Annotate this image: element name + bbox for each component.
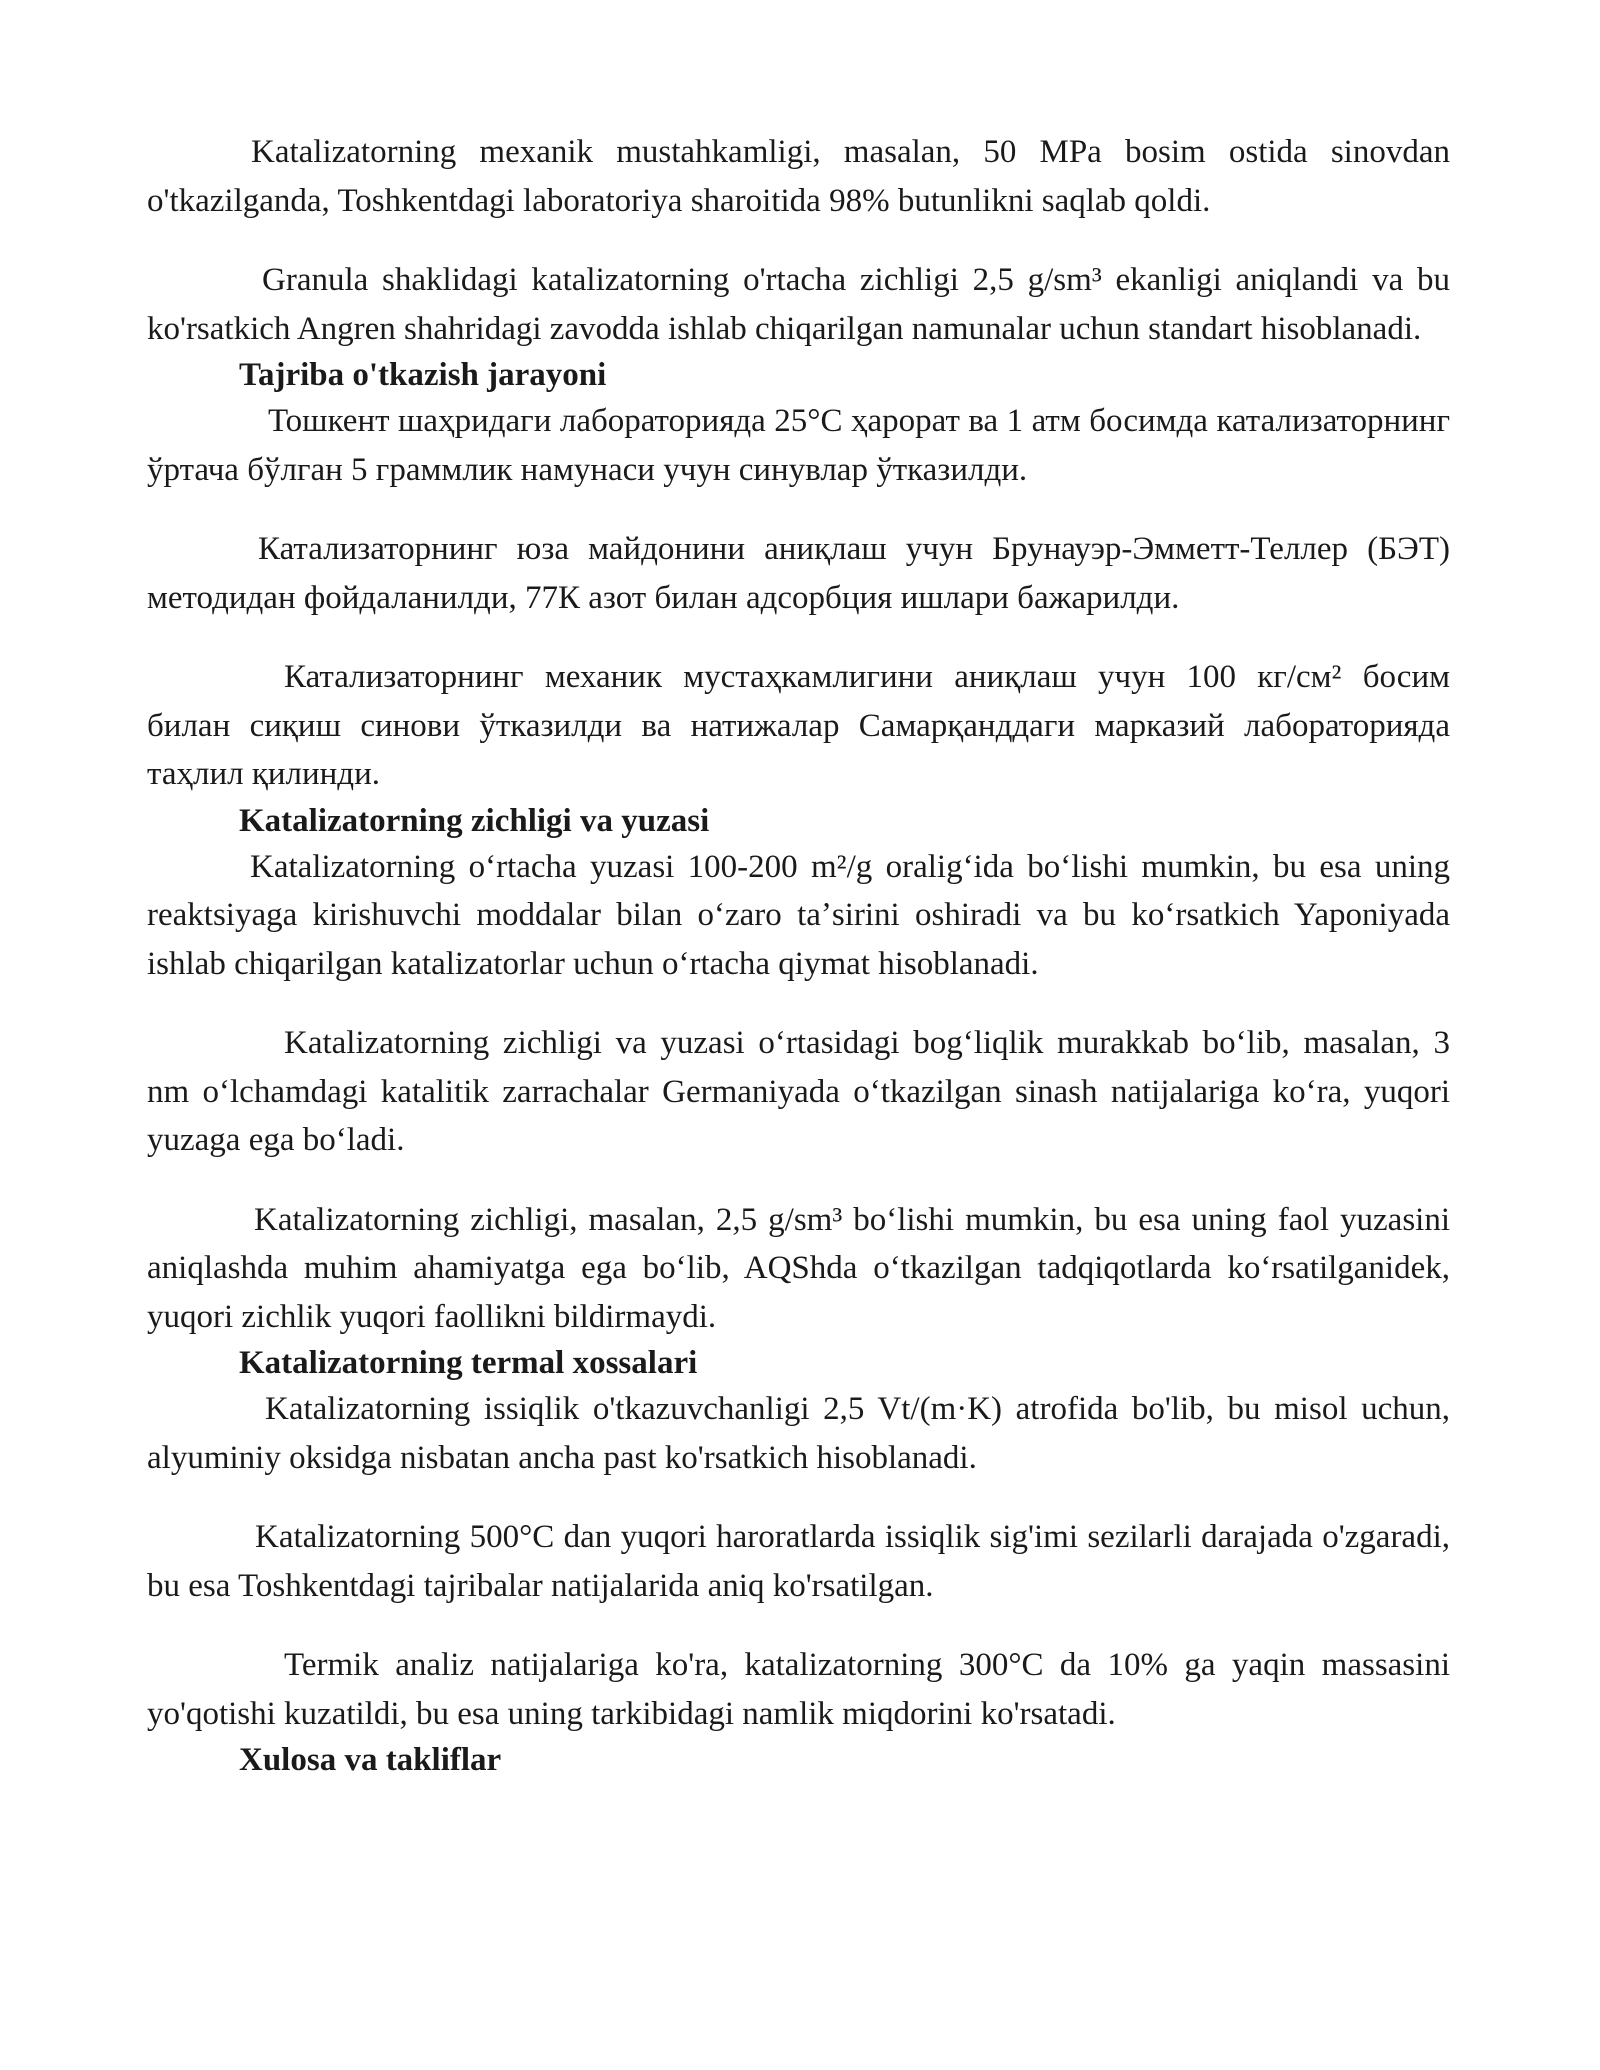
- paragraph-heat-capacity: Katalizatorning 500°C dan yuqori haroratlarda issiqlik sig'imi sezilarli darajada o'zgaradi, bu esa Toshkentdagi tajribalar natijalarida aniq ko'rsatilgan.: [147, 1519, 1450, 1604]
- paragraph-surface-area: Katalizatorning oʻrtacha yuzasi 100-200 m²/g oraligʻida boʻlishi mumkin, bu esa uning reaktsiyaga kirishuvchi moddalar bilan oʻzaro taʼsirini oshiradi va bu koʻrsatkich Yaponiyada ishlab chiqarilgan katalizatorlar uchun oʻrtacha qiymat hisoblanadi.: [147, 848, 1450, 982]
- paragraph-mechanical-strength: Katalizatorning mexanik mustahkamligi, masalan, 50 MPa bosim ostida sinovdan o'tkazilganda, Toshkentdagi laboratoriya sharoitida 98% butunlikni saqlab qoldi.: [147, 134, 1450, 219]
- paragraph-experiment-conditions: Тошкент шаҳридаги лабораторияда 25°С ҳарорат ва 1 атм босимда катализаторнинг ўртача бўлган 5 граммлик намунаси учун синувлар ўтказилди.: [147, 403, 1450, 488]
- document-page: [147, 128, 1450, 1782]
- paragraph-thermal-analysis: Termik analiz natijalariga ko'ra, katalizatorning 300°C da 10% ga yaqin massasini yo'qotishi kuzatildi, bu esa uning tarkibidagi namlik miqdorini ko'rsatadi.: [147, 1647, 1450, 1732]
- heading-thermal: Katalizatorning termal xossalari: [239, 1345, 698, 1381]
- paragraph-granule-density: Granula shaklidagi katalizatorning o'rtacha zichligi 2,5 g/sm³ ekanligi aniqlandi va bu ko'rsatkich Angren shahridagi zavodda ishlab chiqarilgan namunalar uchun standart hisoblanadi.: [147, 262, 1450, 347]
- heading-conclusion: Xulosa va takliflar: [239, 1742, 502, 1778]
- paragraph-compression-test: Катализаторнинг механик мустаҳкамлигини аниқлаш учун 100 кг/см² босим билан сиқиш синови ўтказилди ва натижалар Самарқанддаги марказий лабораторияда таҳлил қилинди.: [147, 659, 1450, 792]
- paragraph-density-value: Katalizatorning zichligi, masalan, 2,5 g/sm³ boʻlishi mumkin, bu esa uning faol yuzasini aniqlashda muhim ahamiyatga ega boʻlib, AQShda oʻtkazilgan tadqiqotlarda koʻrsatilganidek, yuqori zichlik yuqori faollikni bildirmaydi.: [147, 1201, 1450, 1335]
- paragraph-bet-method: Катализаторнинг юза майдонини аниқлаш учун Брунауэр-Эмметт-Теллер (БЭТ) методидан фойдаланилди, 77К азот билан адсорбция ишлари бажарилди.: [147, 531, 1450, 616]
- heading-experiment: Tajriba o'tkazish jarayoni: [239, 357, 607, 393]
- paragraph-thermal-conductivity: Katalizatorning issiqlik o'tkazuvchanligi 2,5 Vt/(m·K) atrofida bo'lib, bu misol uchun, alyuminiy oksidga nisbatan ancha past ko'rsatkich hisoblanadi.: [147, 1391, 1450, 1476]
- heading-density-surface: Katalizatorning zichligi va yuzasi: [239, 802, 710, 839]
- paragraph-density-surface-relation: Katalizatorning zichligi va yuzasi oʻrtasidagi bogʻliqlik murakkab boʻlib, masalan, 3 nm oʻlchamdagi katalitik zarrachalar Germaniyada oʻtkazilgan sinash natijalariga koʻra, yuqori yuzaga ega boʻladi.: [147, 1025, 1450, 1158]
